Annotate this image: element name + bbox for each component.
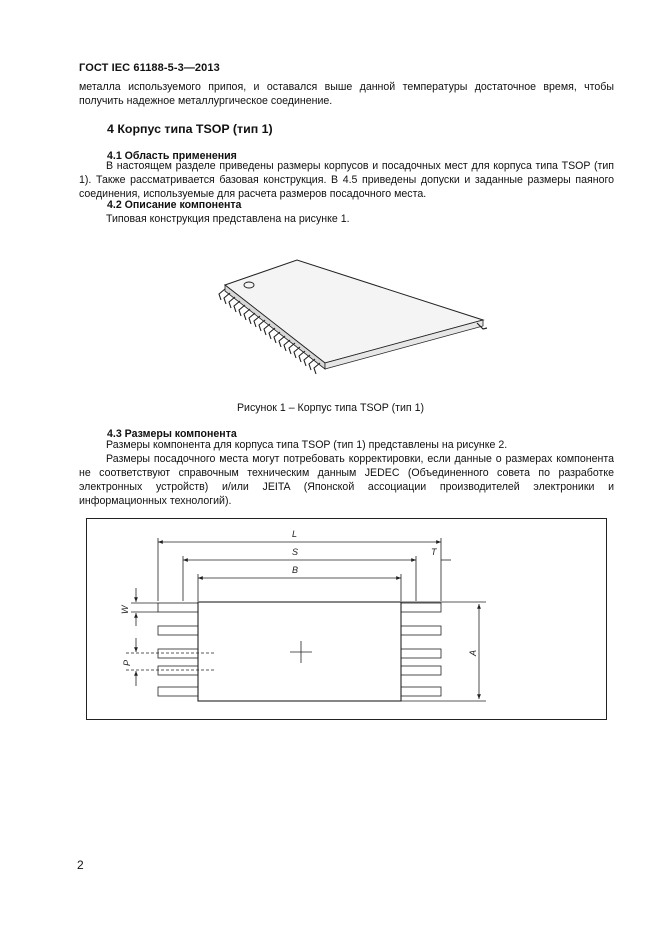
dim-label-a: A — [468, 649, 478, 656]
figure-1-caption: Рисунок 1 – Корпус типа TSOP (тип 1) — [236, 402, 424, 414]
section-4-1-title: 4.1 Область применения — [107, 150, 237, 162]
package-body — [198, 602, 401, 701]
figure-1-tsop-package — [205, 255, 495, 380]
dim-label-p: P — [122, 659, 132, 666]
intro-paragraph: металла используемого припоя, и оставался выше данной температуры достаточное время, чтобы получить надежное металлургическое соединение. — [79, 81, 614, 107]
dim-label-t: T — [431, 547, 437, 557]
section-4-2-text: Типовая конструкция представлена на рисунке 1. — [106, 213, 350, 225]
section-4-3-title: 4.3 Размеры компонента — [107, 428, 237, 440]
section-4-3-text-2: Размеры посадочного места могут потребовать корректировки, если данные о размерах компонента не соответствуют справочным техническим данным JEDEC (Объединенного совета по разработке электронных устройств) и/или JEITA (Японской ассоциации производителей электроники и информационных технологий). — [79, 453, 614, 507]
left-pins — [158, 603, 198, 696]
dim-label-s: S — [292, 547, 299, 557]
document-header: ГОСТ IEC 61188-5-3—2013 — [79, 62, 220, 74]
dim-label-l: L — [292, 529, 298, 539]
dim-label-w: W — [120, 605, 130, 614]
section-4-3-text-1: Размеры компонента для корпуса типа TSOP (тип 1) представлены на рисунке 2. — [106, 439, 508, 451]
section-4-title: 4 Корпус типа TSOP (тип 1) — [107, 122, 273, 136]
right-pins — [401, 603, 441, 696]
page-number: 2 — [77, 858, 84, 872]
section-4-1-text: В настоящем разделе приведены размеры корпусов и посадочных мест для корпуса типа TSOP (тип 1). Также рассматривается базовая конструкция. В 4.5 приведены допуски и заданные размеры паяного соединения, используемые для расчета размеров посадочного места. — [79, 160, 614, 200]
dim-label-b: B — [292, 565, 299, 575]
section-4-2-title: 4.2 Описание компонента — [107, 199, 242, 211]
figure-2-dimension-drawing — [86, 518, 608, 721]
